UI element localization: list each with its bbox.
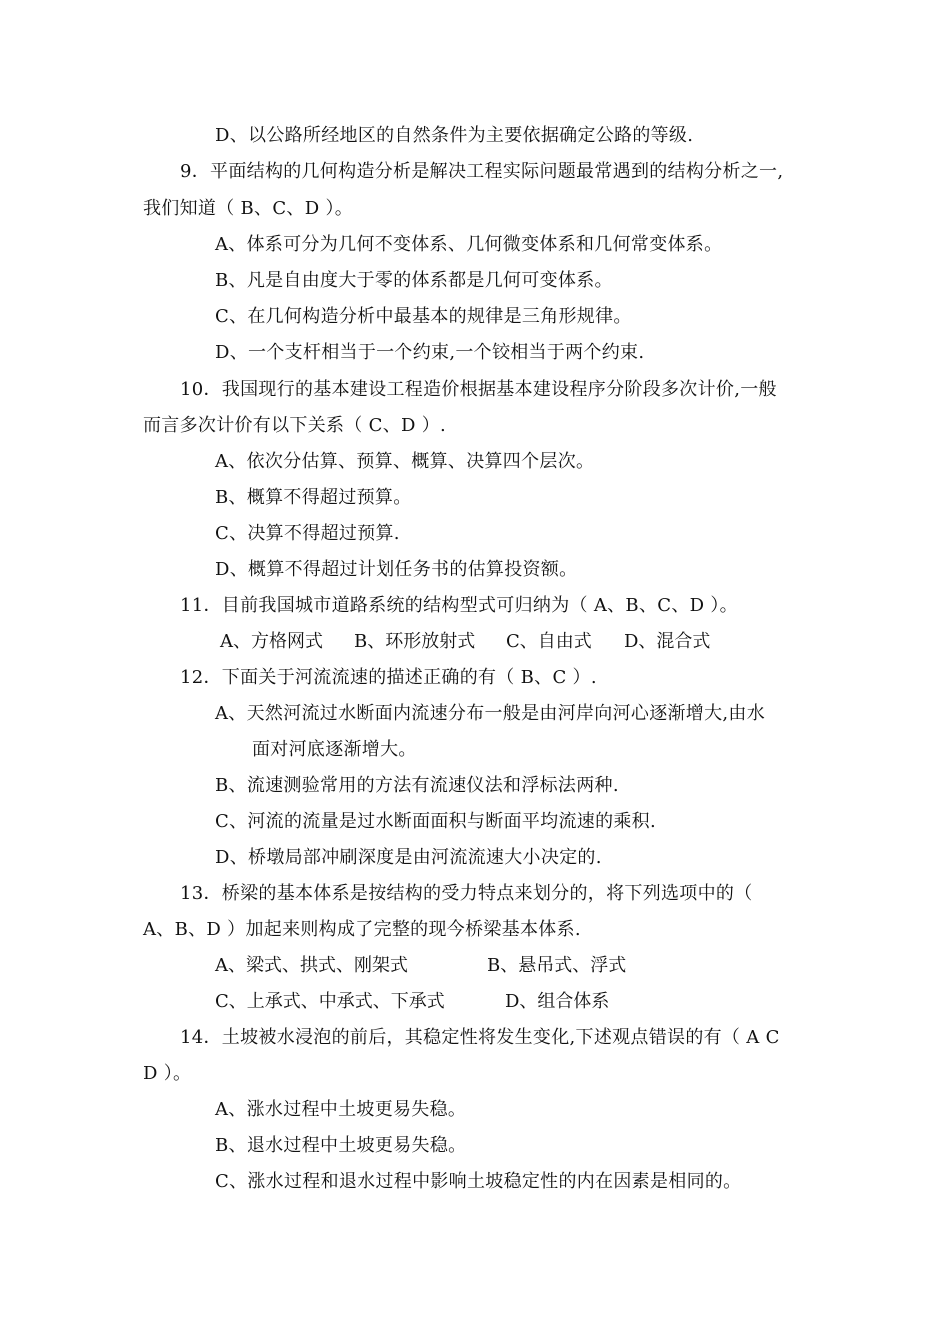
q12-option-c: C、河流的流量是过水断面面积与断面平均流速的乘积.	[215, 811, 656, 832]
q14-stem: 14．土坡被水浸泡的前后，其稳定性将发生变化,下述观点错误的有（ A C	[180, 1027, 780, 1048]
q11-option-c: C、自由式	[506, 631, 592, 652]
q13-options-ab	[215, 954, 626, 978]
q8-option-d: D、以公路所经地区的自然条件为主要依据确定公路的等级.	[215, 125, 694, 146]
q9-option-b: B、凡是自由度大于零的体系都是几何可变体系。	[215, 270, 613, 291]
q10-option-b: B、概算不得超过预算。	[215, 487, 412, 508]
q11-option-d: D、混合式	[624, 631, 711, 652]
q14-stem-cont: D ）。	[143, 1063, 192, 1084]
q12-option-a-cont: 面对河底逐渐增大。	[252, 739, 417, 760]
q14-option-b: B、退水过程中土坡更易失稳。	[215, 1135, 467, 1156]
q12-option-d: D、桥墩局部冲刷深度是由河流流速大小决定的.	[215, 847, 602, 868]
q11-option-b: B、环形放射式	[354, 631, 476, 652]
q13-option-d: D、组合体系	[505, 991, 610, 1012]
q13-stem-cont: A、B、D ）加起来则构成了完整的现今桥梁基本体系.	[143, 919, 581, 940]
q13-option-c: C、上承式、中承式、下承式	[215, 991, 445, 1012]
q10-option-a: A、依次分估算、预算、概算、决算四个层次。	[215, 451, 595, 472]
q13-stem: 13．桥梁的基本体系是按结构的受力特点来划分的，将下列选项中的（	[180, 883, 753, 904]
q12-stem: 12．下面关于河流流速的描述正确的有（ B、C ）.	[180, 667, 597, 688]
q10-option-d: D、概算不得超过计划任务书的估算投资额。	[215, 559, 578, 580]
q12-option-a: A、天然河流过水断面内流速分布一般是由河岸向河心逐渐增大,由水	[215, 703, 766, 724]
q9-stem: 9．平面结构的几何构造分析是解决工程实际问题最常遇到的结构分析之一,	[180, 161, 784, 182]
q14-option-c: C、涨水过程和退水过程中影响土坡稳定性的内在因素是相同的。	[215, 1171, 742, 1192]
q14-option-a: A、涨水过程中土坡更易失稳。	[215, 1099, 467, 1120]
q11-option-a: A、方格网式	[220, 631, 323, 652]
q9-stem-cont: 我们知道（ B、C、D ）。	[143, 198, 354, 219]
q10-stem-cont: 而言多次计价有以下关系（ C、D ）.	[143, 415, 447, 436]
q13-option-b: B、悬吊式、浮式	[487, 955, 627, 976]
q9-option-a: A、体系可分为几何不变体系、几何微变体系和几何常变体系。	[215, 234, 723, 255]
q10-option-c: C、决算不得超过预算.	[215, 523, 400, 544]
q12-option-b: B、流速测验常用的方法有流速仪法和浮标法两种.	[215, 775, 619, 796]
q13-options-cd	[215, 990, 609, 1014]
q11-options	[220, 630, 710, 654]
q9-option-d: D、一个支杆相当于一个约束,一个铰相当于两个约束.	[215, 342, 645, 363]
q13-option-a: A、梁式、拱式、刚架式	[215, 955, 408, 976]
q11-stem: 11．目前我国城市道路系统的结构型式可归纳为（ A、B、C、D ）。	[180, 595, 738, 616]
q10-stem: 10．我国现行的基本建设工程造价根据基本建设程序分阶段多次计价,一般	[180, 379, 777, 400]
q9-option-c: C、在几何构造分析中最基本的规律是三角形规律。	[215, 306, 632, 327]
